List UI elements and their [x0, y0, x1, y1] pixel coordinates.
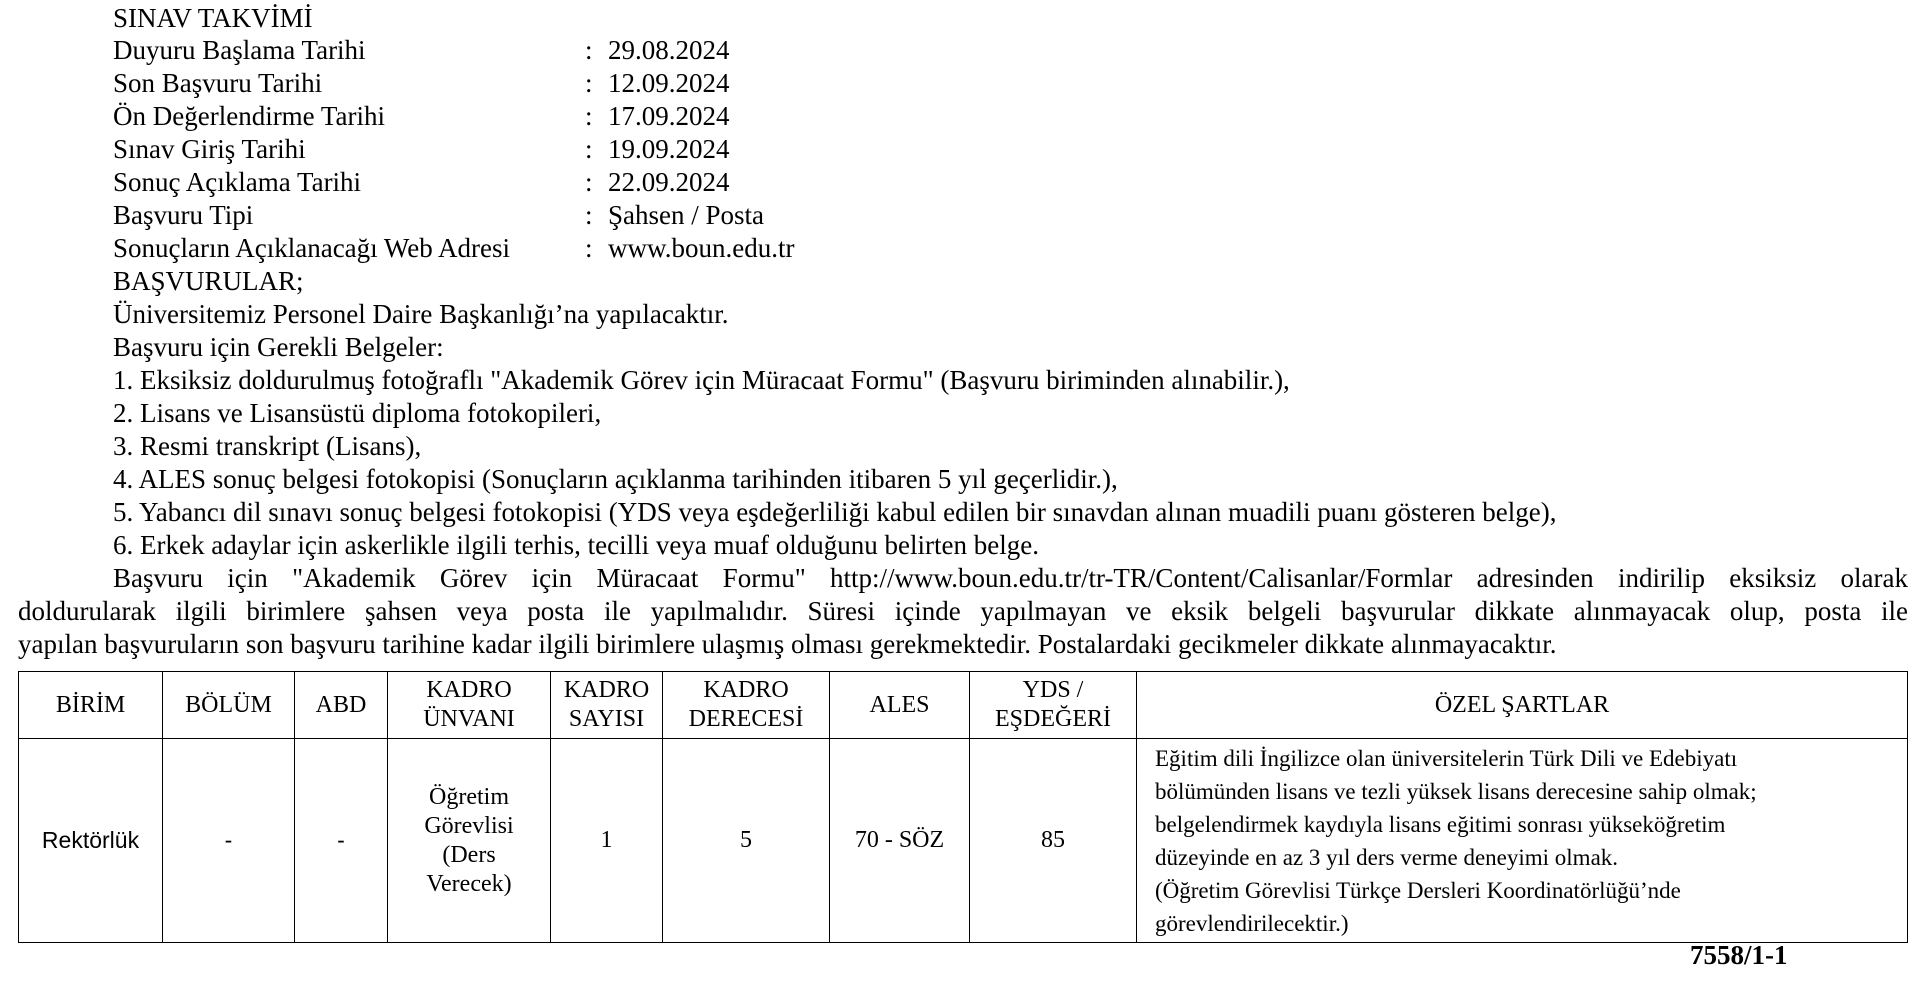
schedule-colon: :: [585, 134, 593, 164]
required-doc-item: 2. Lisans ve Lisansüstü diploma fotokopileri,: [113, 398, 602, 428]
header-yds: YDS / EŞDEĞERİ: [970, 672, 1137, 739]
schedule-colon: :: [585, 35, 593, 65]
cell-bolum: -: [163, 739, 295, 943]
schedule-row: [0, 133, 1000, 165]
schedule-value: 29.08.2024: [608, 35, 730, 65]
schedule-label: Sınav Giriş Tarihi: [113, 134, 306, 164]
header-ozel-sartlar: ÖZEL ŞARTLAR: [1137, 672, 1908, 739]
schedule-row: [0, 232, 1000, 264]
cell-abd: -: [295, 739, 388, 943]
cell-derece: 5: [663, 739, 830, 943]
schedule-label: Ön Değerlendirme Tarihi: [113, 101, 386, 131]
required-docs-heading: Başvuru için Gerekli Belgeler:: [113, 332, 444, 362]
paragraph-line: doldurularak ilgili birimlere şahsen veya posta ile yapılmalıdır. Süresi içinde yapılmayan ve eksik belgeli başvurular dikkate alınmayacak olup, posta ile: [18, 596, 1908, 626]
schedule-label: Sonuçların Açıklanacağı Web Adresi: [113, 233, 510, 263]
header-kadro-derecesi: KADRO DERECESİ: [663, 672, 830, 739]
schedule-colon: :: [585, 200, 593, 230]
paragraph-line: yapılan başvuruların son başvuru tarihine kadar ilgili birimlere ulaşmış olması gerekmektedir. Postalardaki gecikmeler dikkate alınmayacaktır.: [18, 629, 1557, 659]
applications-heading: BAŞVURULAR;: [113, 266, 304, 296]
paragraph-line: Başvuru için "Akademik Görev için Müracaat Formu" http://www.boun.edu.tr/tr-TR/Content/Calisanlar/Formlar adresinden indirilip eksiksiz olarak: [113, 563, 1908, 593]
schedule-heading: SINAV TAKVİMİ: [113, 3, 313, 33]
applications-office: Üniversitemiz Personel Daire Başkanlığı’na yapılacaktır.: [113, 299, 729, 329]
schedule-row: [0, 67, 1000, 99]
schedule-value: 17.09.2024: [608, 101, 730, 131]
header-abd: ABD: [295, 672, 388, 739]
schedule-row: [0, 34, 1000, 66]
cell-yds: 85: [970, 739, 1137, 943]
required-doc-item: 6. Erkek adaylar için askerlikle ilgili terhis, tecilli veya muaf olduğunu belirten belge.: [113, 530, 1039, 560]
cell-sayi: 1: [551, 739, 663, 943]
schedule-colon: :: [585, 101, 593, 131]
schedule-colon: :: [585, 167, 593, 197]
cell-ozel-sartlar: Eğitim dili İngilizce olan üniversitelerin Türk Dili ve Edebiyatı bölümünden lisans ve tezli yüksek lisans derecesine sahip olmak; belgelendirmek kaydıyla lisans eğitimi sonrası yükseköğretim düzeyinde en az 3 yıl ders verme deneyimi olmak. (Öğretim Görevlisi Türkçe Dersleri Koordinatörlüğü’nde görevlendirilecektir.): [1137, 739, 1908, 943]
required-doc-item: 4. ALES sonuç belgesi fotokopisi (Sonuçların açıklanma tarihinden itibaren 5 yıl geçerlidir.),: [113, 464, 1118, 494]
header-bolum: BÖLÜM: [163, 672, 295, 739]
schedule-row: [0, 199, 1000, 231]
schedule-value: 22.09.2024: [608, 167, 730, 197]
table-header-row: [19, 672, 1908, 739]
header-kadro-unvani: KADRO ÜNVANI: [388, 672, 551, 739]
schedule-label: Son Başvuru Tarihi: [113, 68, 323, 98]
schedule-label: Sonuç Açıklama Tarihi: [113, 167, 362, 197]
table-row: [19, 739, 1908, 943]
schedule-colon: :: [585, 233, 593, 263]
required-doc-item: 3. Resmi transkript (Lisans),: [113, 431, 422, 461]
schedule-colon: :: [585, 68, 593, 98]
position-table: [18, 671, 1908, 943]
header-birim: BİRİM: [19, 672, 163, 739]
schedule-label: Duyuru Başlama Tarihi: [113, 35, 366, 65]
schedule-value: 12.09.2024: [608, 68, 730, 98]
document-code: 7558/1-1: [1690, 940, 1788, 970]
schedule-row: [0, 166, 1000, 198]
header-ales: ALES: [830, 672, 970, 739]
schedule-value: Şahsen / Posta: [608, 200, 765, 230]
required-doc-item: 1. Eksiksiz doldurulmuş fotoğraflı "Akademik Görev için Müracaat Formu" (Başvuru biriminden alınabilir.),: [113, 365, 1290, 395]
cell-birim: Rektörlük: [19, 739, 163, 943]
cell-unvan: Öğretim Görevlisi (Ders Verecek): [388, 739, 551, 943]
required-doc-item: 5. Yabancı dil sınavı sonuç belgesi fotokopisi (YDS veya eşdeğerliliği kabul edilen bir sınavdan alınan muadili puanı gösteren belge),: [113, 497, 1557, 527]
schedule-row: [0, 100, 1000, 132]
schedule-value: www.boun.edu.tr: [608, 233, 795, 263]
cell-ales: 70 - SÖZ: [830, 739, 970, 943]
application-paragraph: [18, 562, 1908, 661]
header-kadro-sayisi: KADRO SAYISI: [551, 672, 663, 739]
schedule-value: 19.09.2024: [608, 134, 730, 164]
schedule-label: Başvuru Tipi: [113, 200, 254, 230]
